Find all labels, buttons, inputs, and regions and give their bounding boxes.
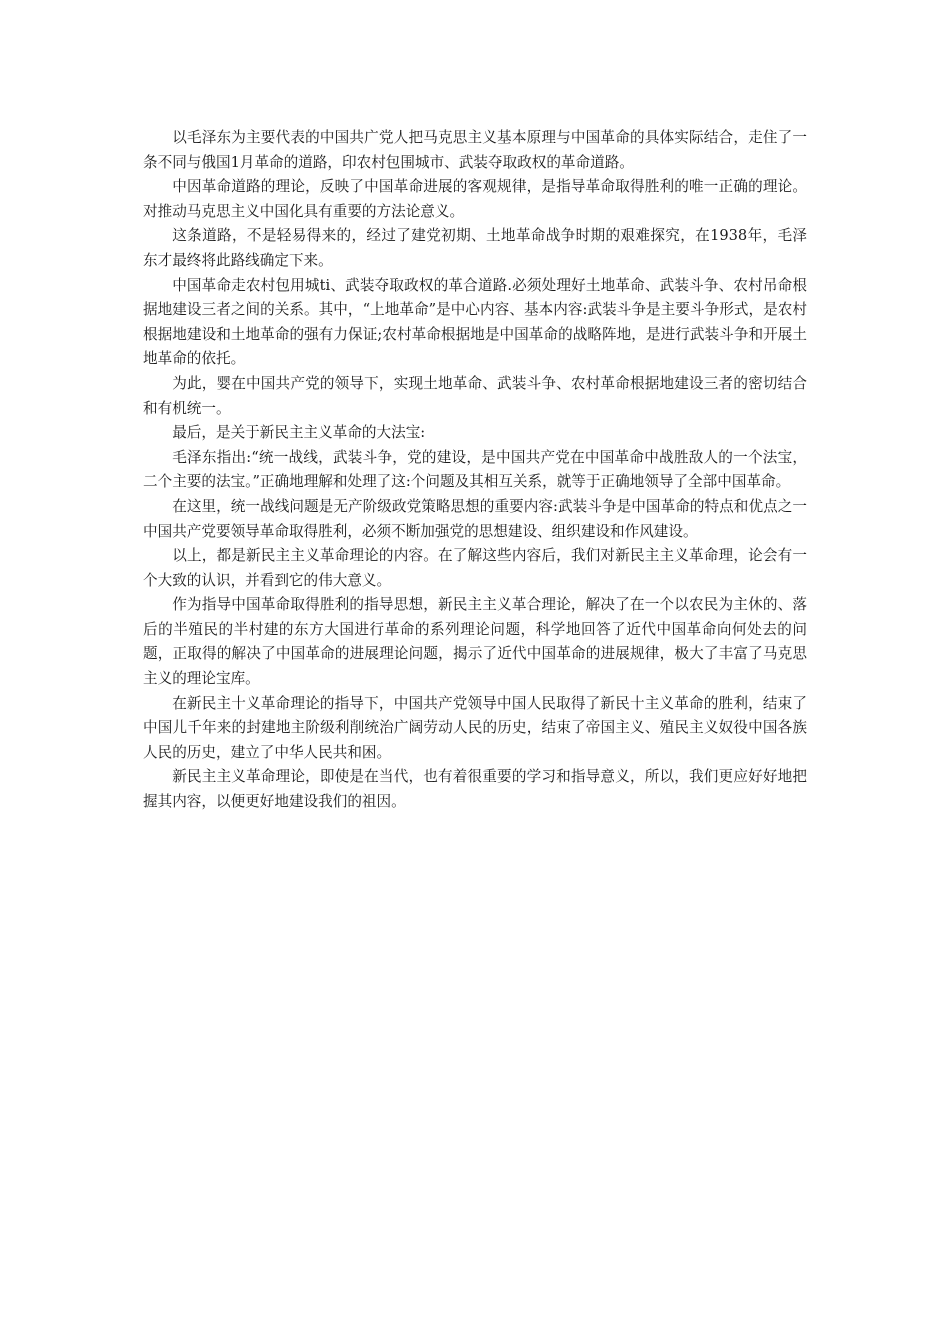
paragraph-1: 以毛泽东为主要代表的中国共广党人把马克思主义基本原理与中国革命的具体实际结合，走住了一条不同与俄国1月革命的道路，印农村包围城市、武装夺取政权的革命道路。 <box>143 129 807 171</box>
paragraph-10: 作为指导中国革命取得胜利的指导思想，新民主主义革合理论，解决了在一个以农民为主休的、落后的半殖民的半村建的东方大国进行革命的系列理论问题，科学地回答了近代中国革命向何处去的问题，正取得的解决了中国革命的进展理论问题，揭示了近代中国革命的进展规律，极大了丰富了马克思主义的理论宝库。 <box>143 596 807 688</box>
paragraph-6: 最后，是关于新民主主义革命的大法宝: <box>172 424 426 442</box>
paragraph-2: 中因革命道路的理论，反映了中国革命进展的客观规律，是指导革命取得胜利的唯一正确的理论。对推动马克思主义中国化具有重要的方法论意义。 <box>143 178 807 220</box>
paragraph-12: 新民主主义革命理论，即使是在当代，也有着很重要的学习和指导意义，所以，我们更应好好地把握其内容，以便更好地建设我们的祖因。 <box>143 768 807 811</box>
paragraph-8: 在这里，统一战线问题是无产阶级政党策略思想的重要内容:武装斗争是中国革命的特点和优点之一中国共产党要领导革命取得胜利，必须不断加强党的思想建设、组织建设和作风建设。 <box>143 497 807 540</box>
document-body <box>143 126 807 815</box>
paragraph-4: 中国革命走农村包用城ti、武装夺取政权的革合道路.必须处理好土地革命、武装斗争、农村吊命根据地建设三者之间的关系。其中，“上地革命”是中心内容、基本内容:武装斗争是主要斗争形式，是农村根据地建设和土地革命的强有力保证;农村革命根据地是中国革命的战略阵地，是进行武装斗争和开展土地革命的依托。 <box>143 276 807 368</box>
paragraph-11: 在新民主十义革命理论的指导下，中国共产党领导中国人民取得了新民十主义革命的胜利，结束了中国儿千年来的封建地主阶级利削统治广阔劳动人民的历史，结束了帝国主义、殖民主义奴役中国各族人民的历史，建立了中华人民共和困。 <box>143 694 807 761</box>
paragraph-9: 以上，都是新民主主义革命理论的内容。在了解这些内容后，我们对新民主主义革命理，论会有一个大致的认识，并看到它的伟大意义。 <box>143 547 807 589</box>
paragraph-3: 这条道路，不是轻易得来的，经过了建党初期、土地革命战争时期的艰难探究，在1938年，毛泽东才最终将此路线确定下来。 <box>143 227 807 269</box>
paragraph-7: 毛泽东指出:“统一战线，武装斗争，党的建设，是中国共产党在中国革命中战胜敌人的一个法宝，二个主要的法宝。”正确地理解和处理了这:个问题及其相互关系，就等于正确地领导了全部中国革命。 <box>143 448 807 491</box>
paragraph-5: 为此，婴在中国共产党的领导下，实现土地革命、武装斗争、农村革命根据地建设三者的密切结合和有机统一。 <box>143 374 807 417</box>
